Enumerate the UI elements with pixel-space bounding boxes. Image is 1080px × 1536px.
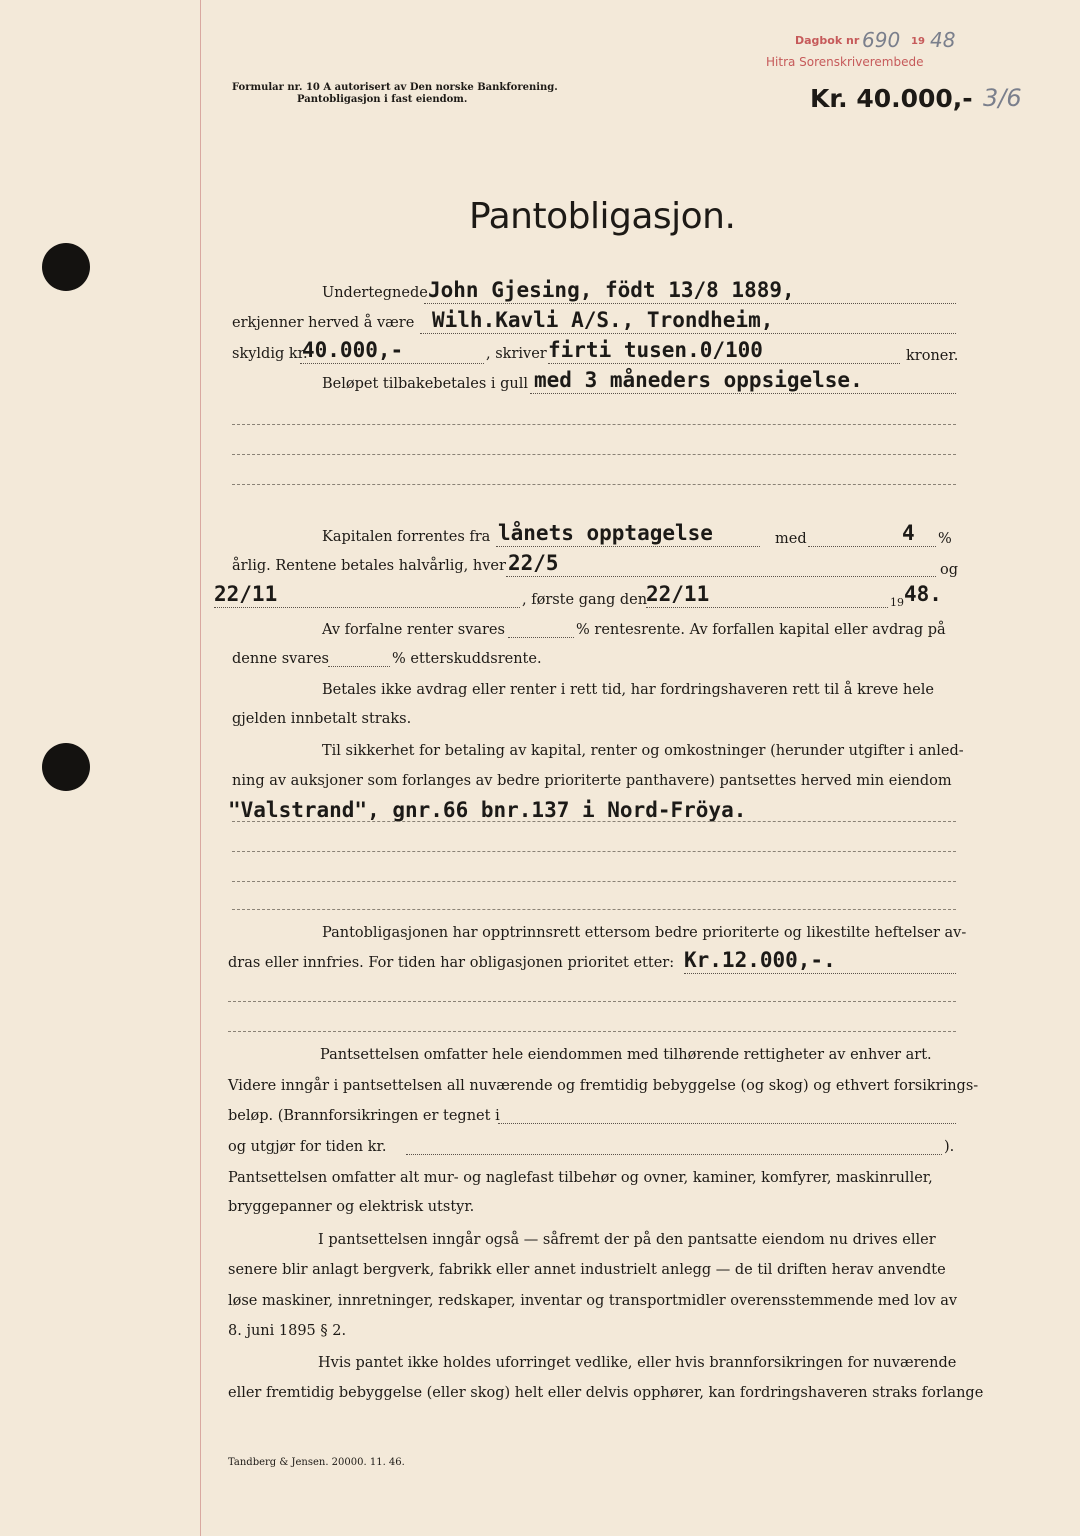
- default-text-2: gjelden innbetalt straks.: [232, 711, 412, 727]
- overdue-text-1b: % rentesrente. Av forfallen kapital eller avdrag på: [576, 622, 946, 638]
- scope-text-4: og utgjør for tiden kr.: [228, 1139, 387, 1155]
- undersigned-label: Undertegnede: [322, 285, 428, 301]
- property-value: "Valstrand", gnr.66 bnr.137 i Nord-Fröya.: [228, 798, 747, 822]
- insurance-amount-line: [406, 1153, 942, 1155]
- industry-text-3: løse maskiner, innretninger, redskaper, inventar og transportmidler overensstemmende med lov av: [228, 1293, 958, 1309]
- insurance-company-line: [498, 1122, 956, 1124]
- first-date-value: 22/11: [646, 582, 710, 606]
- kroner-label: kroner.: [906, 348, 959, 364]
- scope-text-2: Videre inngår i pantsettelsen all nuværende og fremtidig bebyggelse (og skog) og ethvert forsikrings-: [228, 1078, 979, 1094]
- punch-hole-middle: [42, 743, 90, 791]
- stamp-year: 48: [930, 28, 956, 52]
- repaid-label: Beløpet tilbakebetales i gull: [322, 376, 529, 392]
- property-line: [232, 820, 956, 822]
- stamp-diary-label: Dagbok nr: [795, 34, 860, 47]
- date2-value: 22/11: [214, 582, 278, 606]
- industry-text-4: 8. juni 1895 § 2.: [228, 1323, 347, 1339]
- date2-line: [214, 606, 520, 608]
- blank-line: [232, 483, 956, 485]
- scope-text-3: beløp. (Brannforsikringen er tegnet i: [228, 1108, 500, 1124]
- form-note-line1: Formular nr. 10 A autorisert av Den norske Bankforening.: [232, 82, 558, 93]
- writes-line: [548, 362, 900, 364]
- security-text-1: Til sikkerhet for betaling av kapital, renter og omkostninger (herunder utgifter i anled-: [322, 743, 964, 759]
- writes-value: firti tusen.0/100: [548, 338, 763, 362]
- stamp-diary-number: 690: [862, 28, 901, 52]
- page-mark: 3/6: [983, 84, 1022, 112]
- priority-line: [684, 972, 956, 974]
- scope-text-5: Pantsettelsen omfatter alt mur- og naglefast tilbehør og ovner, kaminer, komfyrer, maskinruller,: [228, 1170, 933, 1186]
- rate-percent: %: [938, 531, 952, 547]
- interest-from-label: Kapitalen forrentes fra: [322, 529, 491, 545]
- first-time-label: , første gang den: [522, 592, 648, 608]
- punch-hole-top: [42, 243, 90, 291]
- overdue-text-2a: denne svares: [232, 651, 329, 667]
- scope-text-6: bryggepanner og elektrisk utstyr.: [228, 1199, 475, 1215]
- stamp-court-name: Hitra Sorenskriverembede: [766, 55, 924, 69]
- scope-text-4-end: ).: [944, 1139, 955, 1155]
- yearly-label: årlig. Rentene betales halvårlig, hver: [232, 558, 506, 574]
- acknowledges-label: erkjenner herved å være: [232, 315, 415, 331]
- owes-value: 40.000,-: [302, 338, 404, 362]
- overdue-text-1a: Av forfalne renter svares: [322, 622, 505, 638]
- document-title: Pantobligasjon.: [469, 196, 736, 237]
- form-note-line2: Pantobligasjon i fast eiendom.: [297, 94, 468, 105]
- date1-line: [506, 575, 936, 577]
- rate-line: [808, 545, 936, 547]
- blank-line: [228, 1030, 956, 1032]
- blank-line: [232, 880, 956, 882]
- first-date-line: [646, 606, 888, 608]
- interest-from-value: lånets opptagelse: [498, 521, 713, 545]
- owes-line: [300, 362, 484, 364]
- scope-text-1: Pantsettelsen omfatter hele eiendommen med tilhørende rettigheter av enhver art.: [320, 1047, 932, 1063]
- overdue-rate-line: [508, 636, 574, 638]
- year-prefix: 19: [890, 596, 904, 609]
- neglect-text-2: eller fremtidig bebyggelse (eller skog) helt eller delvis opphører, kan fordringshaveren straks forlange: [228, 1385, 984, 1401]
- stamp-year-prefix: 19: [911, 36, 925, 47]
- undersigned-value: John Gjesing, födt 13/8 1889,: [428, 278, 795, 302]
- priority-text-1: Pantobligasjonen har opptrinnsrett ettersom bedre prioriterte og likestilte heftelser av-: [322, 925, 967, 941]
- blank-line: [232, 850, 956, 852]
- blank-line: [232, 908, 956, 910]
- with-label: med: [775, 531, 807, 547]
- interest-from-line: [496, 545, 760, 547]
- security-text-2: ning av auksjoner som forlanges av bedre prioriterte panthavere) pantsettes herved min eiendom: [232, 773, 952, 789]
- and-label: og: [940, 562, 959, 578]
- repaid-line: [530, 392, 956, 394]
- industry-text-1: I pantsettelsen inngår også — såfremt der på den pantsatte eiendom nu drives eller: [318, 1232, 936, 1248]
- printer-imprint: Tandberg & Jensen. 20000. 11. 46.: [228, 1457, 405, 1468]
- acknowledges-value: Wilh.Kavli A/S., Trondheim,: [432, 308, 774, 332]
- priority-text-2: dras eller innfries. For tiden har obligasjonen prioritet etter:: [228, 955, 675, 971]
- date1-value: 22/5: [508, 551, 559, 575]
- rate-value: 4: [902, 521, 915, 545]
- amount-heading: Kr. 40.000,-: [810, 84, 973, 113]
- year-value: 48.: [904, 582, 942, 606]
- margin-rule: [200, 0, 201, 1536]
- writes-label: , skriver: [486, 346, 547, 362]
- neglect-text-1: Hvis pantet ikke holdes uforringet vedlike, eller hvis brannforsikringen for nuværende: [318, 1355, 957, 1371]
- acknowledges-line: [420, 332, 956, 334]
- blank-line: [228, 1000, 956, 1002]
- repaid-value: med 3 måneders oppsigelse.: [534, 368, 863, 392]
- blank-line: [232, 423, 956, 425]
- priority-value: Kr.12.000,-.: [684, 948, 836, 972]
- industry-text-2: senere blir anlagt bergverk, fabrikk eller annet industrielt anlegg — de til driften herav anvendte: [228, 1262, 946, 1278]
- overdue-capital-line: [328, 665, 390, 667]
- undersigned-line: [424, 302, 956, 304]
- owes-label: skyldig kr.: [232, 346, 308, 362]
- overdue-text-2b: % etterskuddsrente.: [392, 651, 542, 667]
- default-text-1: Betales ikke avdrag eller renter i rett tid, har fordringshaveren rett til å kreve hele: [322, 682, 934, 698]
- blank-line: [232, 453, 956, 455]
